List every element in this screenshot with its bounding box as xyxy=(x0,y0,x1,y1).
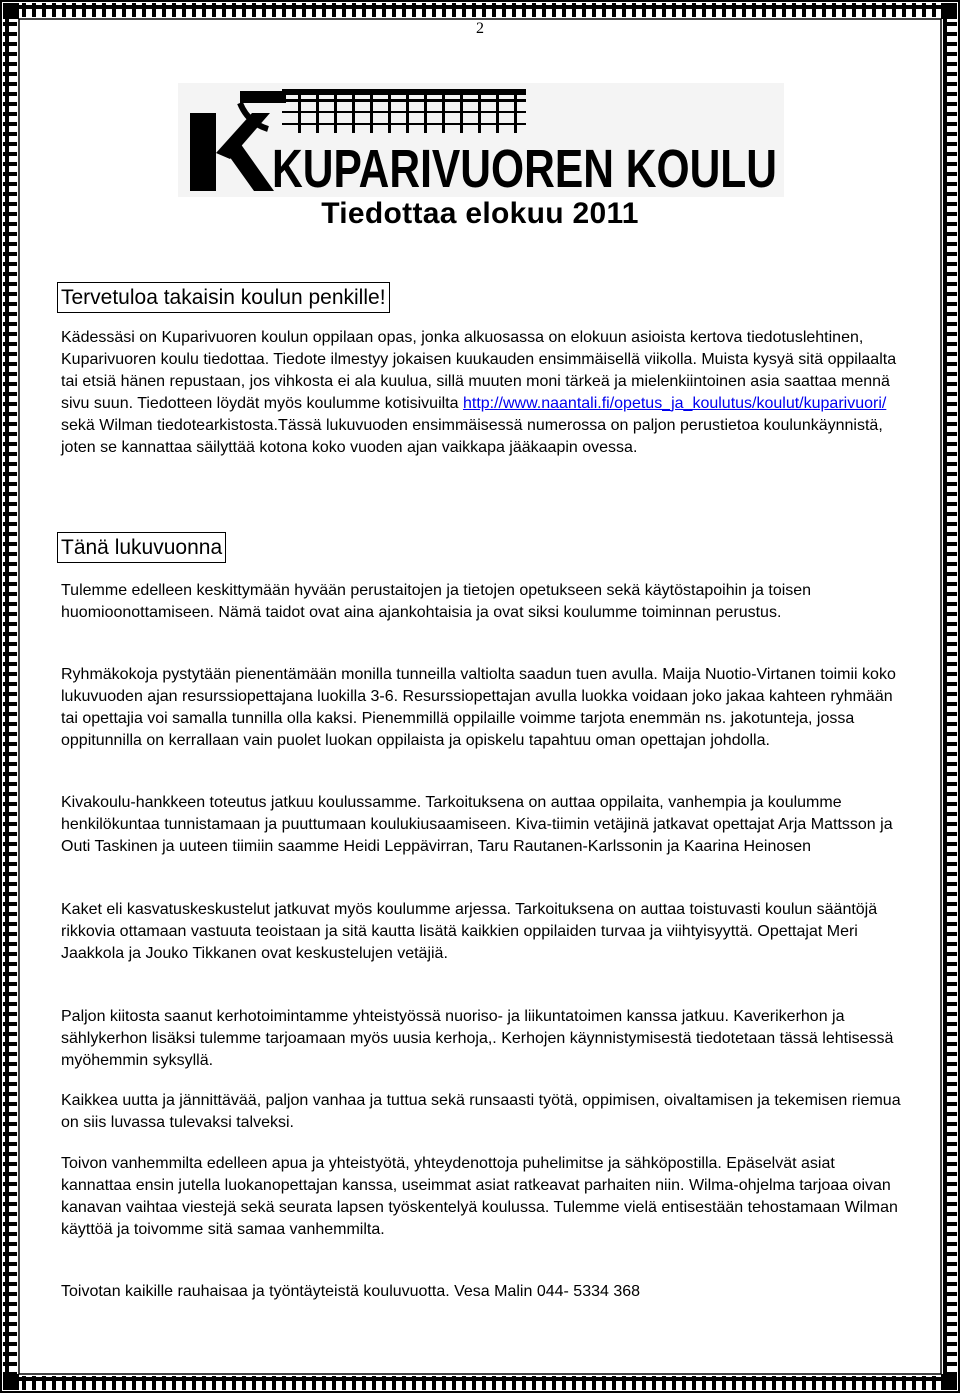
page-number: 2 xyxy=(476,20,484,37)
paragraph-new-and-old: Kaikkea uutta ja jännittävää, paljon vanhaa ja tuttua sekä runsaasti työtä, oppimisen, oivaltamisen ja tekemisen riemua on siis luvassa tulevaksi talveksi. xyxy=(61,1092,901,1131)
paragraph-group-sizes: Ryhmäkokoja pystytään pienentämään monilla tunneilla valtiolta saadun tuen avulla. Maija Nuotio-Virtanen toimii koko lukuvuoden ajan resurssiopettajana luokilla 3-6. Resurssiopettajan avulla luokka voidaan joko jakaa kahteen ryhmään tai opettajia voi samalla tunnilla olla kaksi. Pienemmillä oppilaille voimme tarjota enemmän ns. jakotunteja, jossa oppitunnilla on kerrallaan vain puolet luokan oppilaista ja opiskelu tapahtuu oman opettajan johdolla. xyxy=(61,666,896,749)
school-website-link[interactable]: http://www.naantali.fi/opetus_ja_koulutus/koulut/kuparivuori/ xyxy=(462,395,887,412)
paragraph-cooperation: Toivon vanhemmilta edelleen apua ja yhteistyötä, yhteydenottoja puhelimitse ja sähköpostilla. Epäselvät asiat kannattaa ensin jutella luokanopettajan kanssa, useimmat asiat ratkeavat parhaiten niin. Wilma-ohjelma tarjoaa oivan kanavan vaihtaa viestejä sekä seurata lapsen työskentelyä koulussa. Tulemme vielä entisestään tehostamaan Wilman käyttöä ja toivomme sitä samaa vanhemmilta. xyxy=(61,1155,898,1238)
logo-text: KUPARIVUOREN KOULU xyxy=(272,139,777,199)
paragraph-kivakoulu: Kivakoulu-hankkeen toteutus jatkuu koulussamme. Tarkoituksena on auttaa oppilaita, vanhempia ja koulumme henkilökuntaa tunnistamaan ja puuttumaan koulukiusaamiseen. Kiva-tiimin vetäjinä jatkavat opettajat Arja Mattsson ja Outi Taskinen ja uuteen tiimiin saamme Heidi Leppävirran, Taru Rautanen-Karlssonin ja Kaarina Heinosen xyxy=(61,794,893,855)
school-logo xyxy=(178,83,784,197)
paragraph-kaket: Kaket eli kasvatuskeskustelut jatkuvat myös koulumme arjessa. Tarkoituksena on auttaa toistuvasti koulun sääntöjä rikkovia ottamaan vastuuta teoistaan ja sitä kautta lisätä kaikkien oppilaiden turvaa ja viihtyisyyttä. Opettajat Meri Jaakkola ja Jouko Tikkanen ovat keskustelujen vetäjiä. xyxy=(61,901,878,962)
page-title: Tiedottaa elokuu 2011 xyxy=(321,197,639,230)
section-heading-welcome: Tervetuloa takaisin koulun penkille! xyxy=(57,282,390,313)
intro-text: Kädessäsi on Kuparivuoren koulun oppilaan opas, jonka alkuosassa on elokuun asioista kertova tiedotuslehtinen, Kuparivuoren koulu tiedottaa. Tiedote ilmestyy jokaisen kuukauden ensimmäisellä viikolla. Muista kysyä sitä oppilaalta tai etsiä hänen repustaan, jos vihkosta ei ala kuulua, sillä muuten moni tärkeä ja mielenkiintoinen asia saattaa mennä sivu suun. Tiedotteen löydät myös koulumme kotisivuilta xyxy=(61,329,897,412)
paragraph-signature: Toivotan kaikille rauhaisaa ja työntäyteistä kouluvuotta. Vesa Malin 044- 5334 368 xyxy=(61,1283,641,1300)
intro-text-continued: sekä Wilman tiedotearkistosta.Tässä lukuvuoden ensimmäisessä numerossa on paljon perustietoa koulunkäynnistä, joten se kannattaa säilyttää kotona koko vuoden ajan vaikkapa jääkaapin ovessa. xyxy=(61,417,883,456)
paragraph-clubs: Paljon kiitosta saanut kerhotoimintamme yhteistyössä nuoriso- ja liikuntatoimen kanssa jatkuu. Kaverikerhon ja sählykerhon lisäksi tulemme tarjoamaan myös uusia kerhoja,. Kerhojen käynnistymisestä tiedotetaan tässä lehtisessä myöhemmin syksyllä. xyxy=(61,1008,894,1069)
paragraph-basics: Tulemme edelleen keskittymään hyvään perustaitojen ja tietojen opetukseen sekä käytöstapoihin ja toisen huomioonottamiseen. Nämä taidot ovat aina ajankohtaisia ja ovat siksi koulumme toiminnan perustus. xyxy=(61,582,812,621)
intro-paragraph xyxy=(61,327,901,459)
section-heading-this-year: Tänä lukuvuonna xyxy=(57,532,226,563)
